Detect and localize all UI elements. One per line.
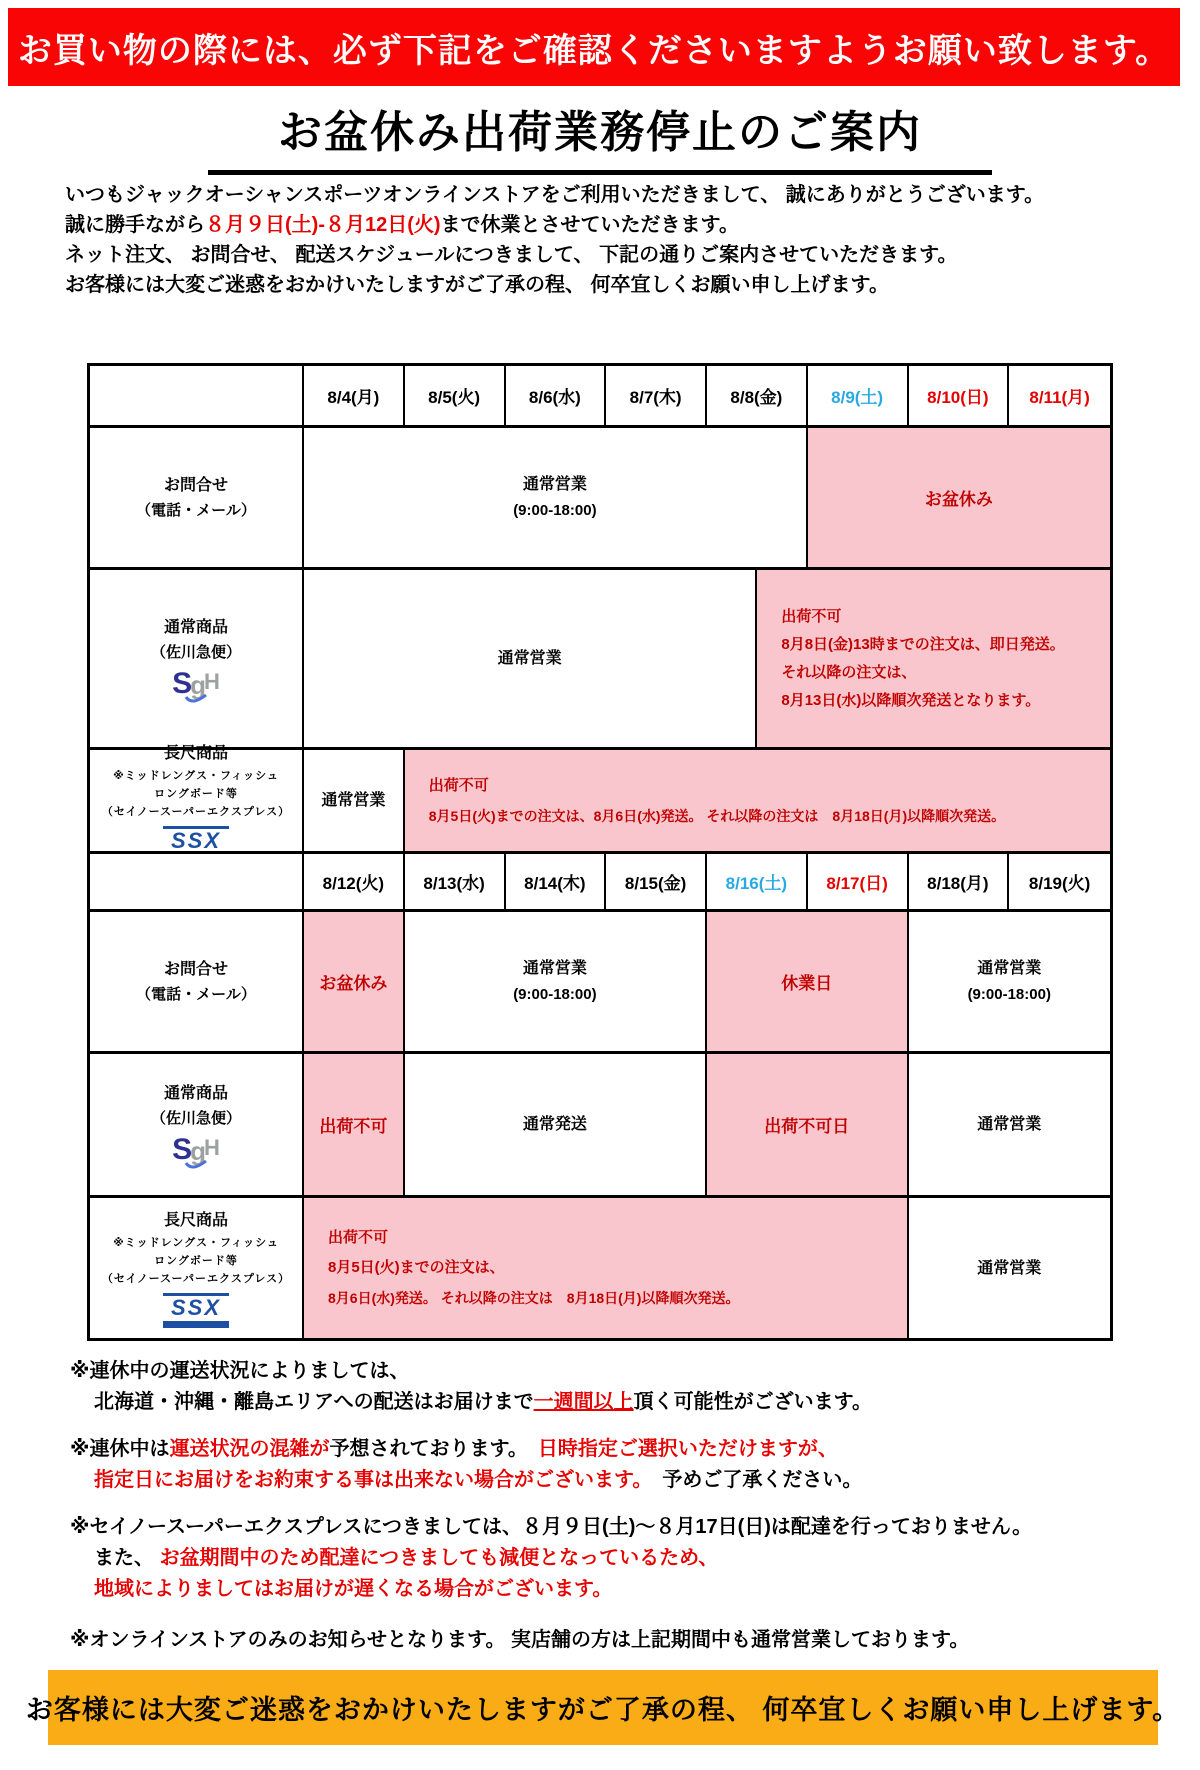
header2-date-8-15: 8/15(金) — [606, 854, 707, 912]
note2-line1: ※連休中は運送状況の混雑が予想されております。 日時指定ご選択いただけますが、 — [70, 1438, 838, 1460]
cell-week1-regular-open: 通常営業 — [304, 570, 757, 750]
sagawa-sgh-logo: S g H — [172, 669, 220, 703]
header1-date-8-10: 8/10(日) — [909, 366, 1010, 428]
row-label-regular-week1: 通常商品 （佐川急便） S g H — [90, 570, 304, 750]
header2-date-8-14: 8/14(木) — [506, 854, 607, 912]
shipping-schedule-table — [87, 363, 1113, 1341]
header2-date-8-12: 8/12(火) — [304, 854, 405, 912]
cell-week2-inquiry-obon-holiday: お盆休み — [304, 912, 405, 1054]
header2-date-8-19: 8/19(火) — [1009, 854, 1110, 912]
note1-line2: 北海道・沖縄・離島エリアへの配送はお届けまで一週間以上頂く可能性がございます。 — [94, 1391, 873, 1413]
note1-line1: ※連休中の運送状況によりましては、 — [70, 1360, 410, 1382]
notes-section — [70, 1356, 1032, 1672]
header1-date-8-6: 8/6(水) — [506, 366, 607, 428]
header1-date-8-9: 8/9(土) — [808, 366, 909, 428]
cell-week1-long-open: 通常営業 — [304, 750, 405, 854]
row-label-regular-week2: 通常商品 （佐川急便） S g H — [90, 1054, 304, 1198]
seino-ssx-logo: SSX — [163, 826, 229, 861]
header1-blank-cell — [90, 366, 304, 428]
top-notice-text: お買い物の際には、必ず下記をご確認くださいますようお願い致します。 — [17, 31, 1171, 70]
header1-date-8-7: 8/7(木) — [606, 366, 707, 428]
intro-line-3: ネット注文、 お問合せ、 配送スケジュールにつきまして、 下記の通りご案内させていただきます。 — [65, 244, 958, 266]
note2-line2: 指定日にお届けをお約束する事は出来ない場合がございます。 予めご了承ください。 — [94, 1469, 863, 1491]
sgh-swoosh-icon — [184, 691, 208, 707]
header1-date-8-5: 8/5(火) — [405, 366, 506, 428]
sagawa-sgh-logo: S g H — [172, 1135, 220, 1169]
intro-line-1: いつもジャックオーシャンスポーツオンラインストアをご利用いただきまして、 誠にありがとうございます。 — [65, 184, 1045, 206]
intro-line-4: お客様には大変ご迷惑をおかけいたしますがご了承の程、 何卒宜しくお願い申し上げます。 — [65, 274, 889, 296]
row-label-inquiry-week2: お問合せ （電話・メール） — [90, 912, 304, 1054]
note3-line1: ※セイノースーパーエクスプレスにつきましては、８月９日(土)～８月17日(日)は配達を行っておりません。 — [70, 1516, 1033, 1538]
title-wrap — [0, 96, 1200, 175]
intro-paragraph — [65, 180, 1044, 300]
note-congestion — [70, 1434, 1032, 1496]
header2-date-8-13: 8/13(水) — [405, 854, 506, 912]
cell-week2-inquiry-open: 通常営業 (9:00-18:00) — [405, 912, 707, 1054]
header2-blank-cell — [90, 854, 304, 912]
header1-date-8-11: 8/11(月) — [1009, 366, 1110, 428]
row-label-inquiry-week1: お問合せ （電話・メール） — [90, 428, 304, 570]
cell-week2-long-open: 通常営業 — [909, 1198, 1111, 1338]
cell-week1-inquiry-obon-holiday: お盆休み — [808, 428, 1110, 570]
cell-week1-regular-no-shipping: 出荷不可 8月8日(金)13時までの注文は、即日発送。 それ以降の注文は、 8月13日(水)以降順次発送となります。 — [757, 570, 1110, 750]
note4-line1: ※オンラインストアのみのお知らせとなります。 実店舗の方は上記期間中も通常営業しております。 — [70, 1629, 970, 1651]
note-seino — [70, 1512, 1032, 1605]
bottom-apology-banner — [25, 1670, 1181, 1745]
sgh-swoosh-icon — [184, 1157, 208, 1173]
cell-week1-inquiry-open: 通常営業 (9:00-18:00) — [304, 428, 808, 570]
cell-week2-regular-open2: 通常営業 — [909, 1054, 1111, 1198]
header1-date-8-4: 8/4(月) — [304, 366, 405, 428]
header2-date-8-17: 8/17(日) — [808, 854, 909, 912]
row-label-long-week2: 長尺商品 ※ミッドレングス・フィッシュ ロングボード等 （セイノースーパーエクスプレス） SSX — [90, 1198, 304, 1338]
intro-line-2: 誠に勝手ながら８月９日(土)-８月12日(火)まで休業とさせていただきます。 — [65, 214, 739, 236]
cell-week2-regular-open: 通常発送 — [405, 1054, 707, 1198]
cell-week2-regular-no-shipping-days: 出荷不可日 — [707, 1054, 909, 1198]
closure-period: ８月９日(土)-８月12日(火) — [205, 214, 441, 236]
cell-week2-long-no-shipping: 出荷不可 8月5日(火)までの注文は、 8月6日(水)発送。 それ以降の注文は 8月18日(月)以降順次発送。 — [304, 1198, 909, 1338]
note-online-store-only — [70, 1625, 1032, 1656]
cell-week2-regular-no-shipping: 出荷不可 — [304, 1054, 405, 1198]
note3-line2: また、 お盆期間中のため配達につきましても減便となっているため、 — [94, 1547, 719, 1569]
row-label-long-week1: 長尺商品 ※ミッドレングス・フィッシュ ロングボード等 （セイノースーパーエクスプレス） SSX — [90, 750, 304, 854]
cell-week2-inquiry-closed-days: 休業日 — [707, 912, 909, 1054]
header2-date-8-18: 8/18(月) — [909, 854, 1010, 912]
page-title: お盆休み出荷業務停止のご案内 — [208, 96, 992, 175]
cell-week2-inquiry-open2: 通常営業 (9:00-18:00) — [909, 912, 1111, 1054]
header1-date-8-8: 8/8(金) — [707, 366, 808, 428]
seino-ssx-logo: SSX — [163, 1293, 229, 1328]
note3-line3: 地域によりましてはお届けが遅くなる場合がございます。 — [94, 1578, 613, 1600]
cell-week1-long-no-shipping: 出荷不可 8月5日(火)までの注文は、8月6日(水)発送。 それ以降の注文は 8月18日(月)以降順次発送。 — [405, 750, 1110, 854]
header2-date-8-16: 8/16(土) — [707, 854, 808, 912]
note-transport-delay — [70, 1356, 1032, 1418]
top-notice-banner — [8, 8, 1180, 86]
bottom-apology-text: お客様には大変ご迷惑をおかけいたしますがご了承の程、 何卒宜しくお願い申し上げます。 — [25, 1695, 1181, 1725]
